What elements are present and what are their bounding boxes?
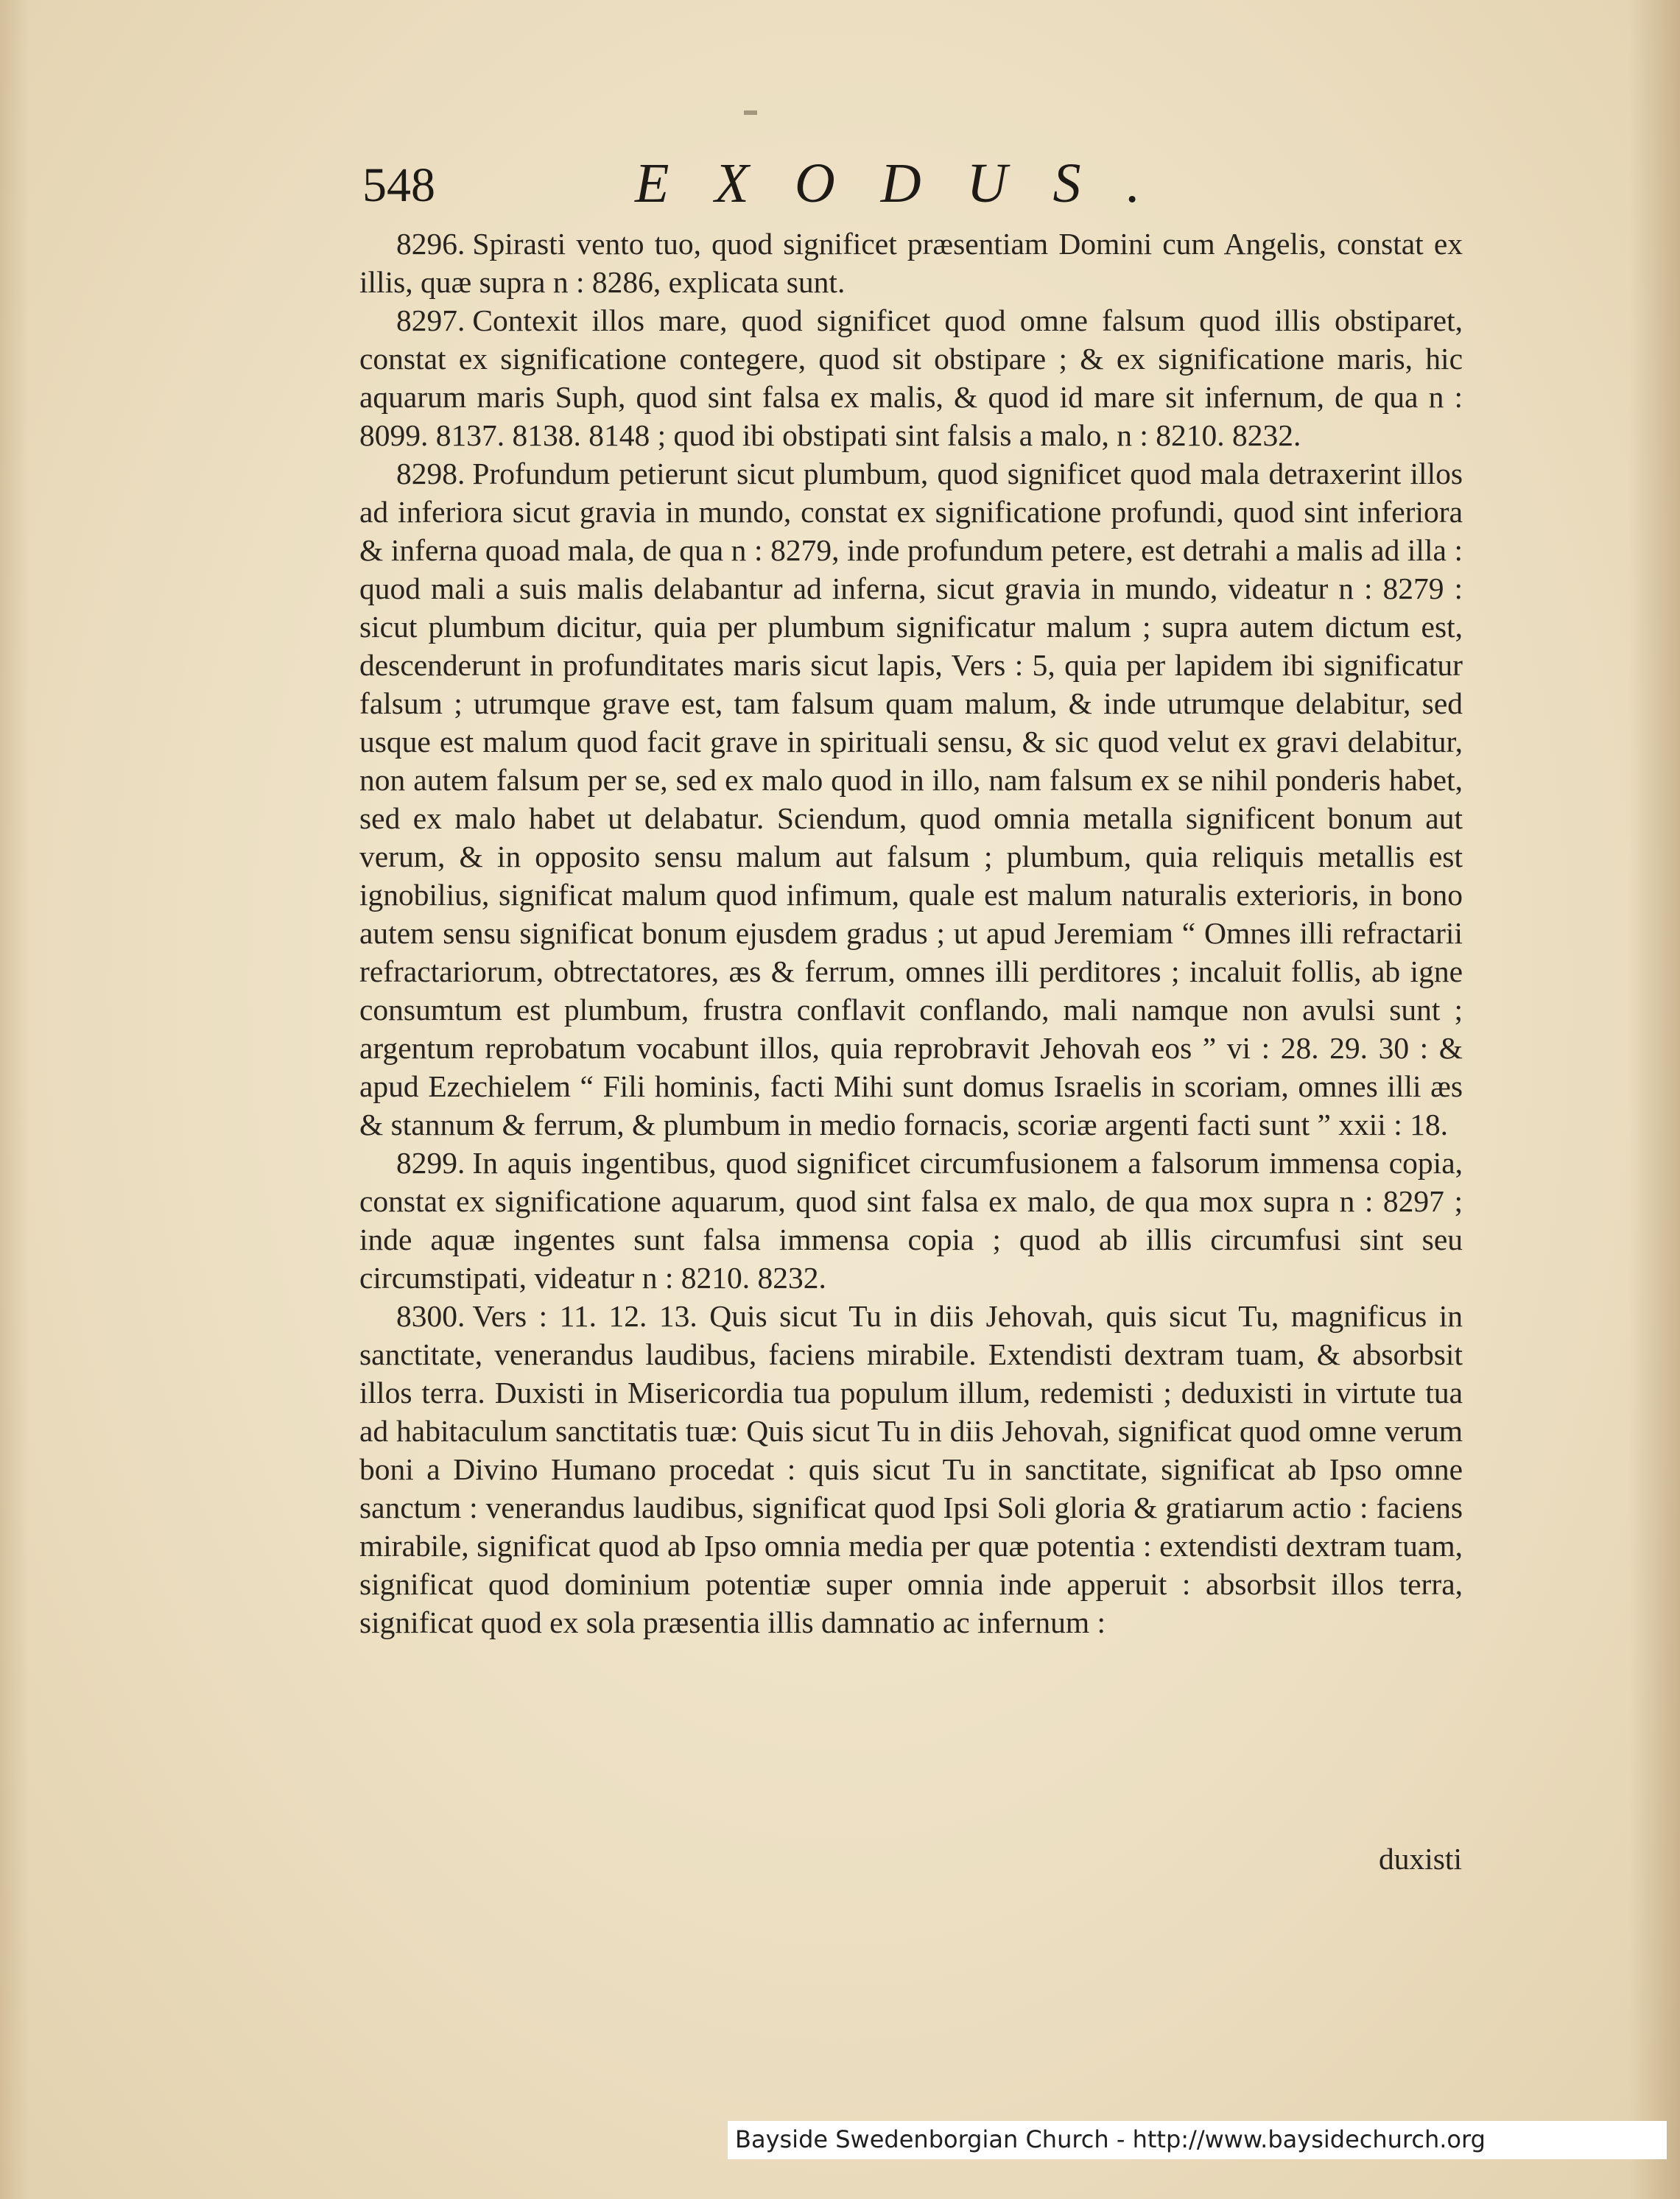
paragraph-number: 8297. [396, 303, 465, 337]
ink-mark [744, 110, 757, 115]
paragraph-number: 8300. [396, 1299, 465, 1333]
paragraph [359, 454, 1463, 1144]
body-text [359, 225, 1463, 1642]
paragraph [359, 301, 1463, 454]
footer-credit: Bayside Swedenborgian Church - http://www.baysidechurch.org [728, 2121, 1667, 2159]
running-title: EXODUS. [635, 152, 1187, 214]
page-header [362, 144, 1460, 225]
page-edge-shadow [1628, 0, 1680, 2199]
paragraph-text: Vers : 11. 12. 13. Quis sicut Tu in diis Jehovah, quis sicut Tu, magnificus in sanctitate, venerandus laudibus, faciens mirabile. Extendisti dextram tuam, & absorbsit illos terra. Duxisti in Misericordia tua populum illum, redemisti ; deduxisti in virtute tua ad habitaculum sanctitatis tuæ: Quis sicut Tu in diis Jehovah, significat quod omne verum boni a Divino Humano procedat : quis sicut Tu in sanctitate, significat ab Ipso omne sanctum : venerandus laudibus, significat quod Ipsi Soli gloria & gratiarum actio : faciens mirabile, significat quod ab Ipso omnia media per quæ potentia : extendisti dextram tuam, significat quod dominium potentiæ super omnia inde apperuit : absorbsit illos terra, significat quod ex sola præsentia illis damnatio ac infernum : [359, 1299, 1463, 1639]
paragraph-number: 8299. [396, 1146, 465, 1180]
paragraph-text: Contexit illos mare, quod significet quod omne falsum quod illis obstiparet, constat ex significatione contegere, quod sit obstipare ; & ex significatione maris, hic aquarum maris Suph, quod sint falsa ex malis, & quod id mare sit infernum, de qua n : 8099. 8137. 8138. 8148 ; quod ibi obstipati sint falsis a malo, n : 8210. 8232. [359, 303, 1463, 452]
catchword: duxisti [1379, 1842, 1462, 1876]
paragraph [359, 225, 1463, 301]
paragraph [359, 1297, 1463, 1642]
page-gutter-shadow [0, 0, 29, 2199]
paragraph-text: In aquis ingentibus, quod significet circumfusionem a falsorum immensa copia, constat ex significatione aquarum, quod sint falsa ex malo, de qua mox supra n : 8297 ; inde aquæ ingentes sunt falsa immensa copia ; quod ab illis circumfusi sint seu circumstipati, videatur n : 8210. 8232. [359, 1146, 1463, 1295]
paragraph-number: 8296. [396, 227, 465, 261]
paragraph [359, 1144, 1463, 1297]
paragraph-text: Spirasti vento tuo, quod significet præsentiam Domini cum Angelis, constat ex illis, quæ supra n : 8286, explicata sunt. [359, 227, 1463, 299]
page-number: 548 [362, 158, 435, 212]
paragraph-text: Profundum petierunt sicut plumbum, quod significet quod mala detraxerint illos ad inferiora sicut gravia in mundo, constat ex significatione profundi, quod sint inferiora & inferna quoad mala, de qua n : 8279, inde profundum petere, est detrahi a malis ad illa : quod mali a suis malis delabantur ad inferna, sicut gravia in mundo, videatur n : 8279 : sicut plumbum dicitur, quia per plumbum significatur malum ; supra autem dictum est, descenderunt in profunditates maris sicut lapis, Vers : 5, quia per lapidem ibi significatur falsum ; utrumque grave est, tam falsum quam malum, & inde utrumque delabitur, sed usque est malum quod facit grave in spirituali sensu, & sic quod velut ex gravi delabitur, non autem falsum per se, sed ex malo quod in illo, nam falsum ex se nihil ponderis habet, sed ex malo habet ut delabatur. Sciendum, quod omnia metalla significent bonum aut verum, & in opposito sensu malum aut falsum ; plumbum, quia reliquis metallis est ignobilius, significat malum quod infimum, quale est malum naturalis exterioris, in bono autem sensu significat bonum ejusdem gradus ; ut apud Jeremiam “ Omnes illi refractarii refractariorum, obtrectatores, æs & ferrum, omnes illi perditores ; incaluit follis, ab igne consumtum est plumbum, frustra conflavit conflando, mali namque non avulsi sunt ; argentum reprobatum vocabunt illos, quia reprobravit Jehovah eos ” vi : 28. 29. 30 : & apud Ezechielem “ Fili hominis, facti Mihi sunt domus Israelis in scoriam, omnes illi æs & stannum & ferrum, & plumbum in medio fornacis, scoriæ argenti facti sunt ” xxii : 18. [359, 457, 1463, 1141]
paragraph-number: 8298. [396, 457, 465, 490]
